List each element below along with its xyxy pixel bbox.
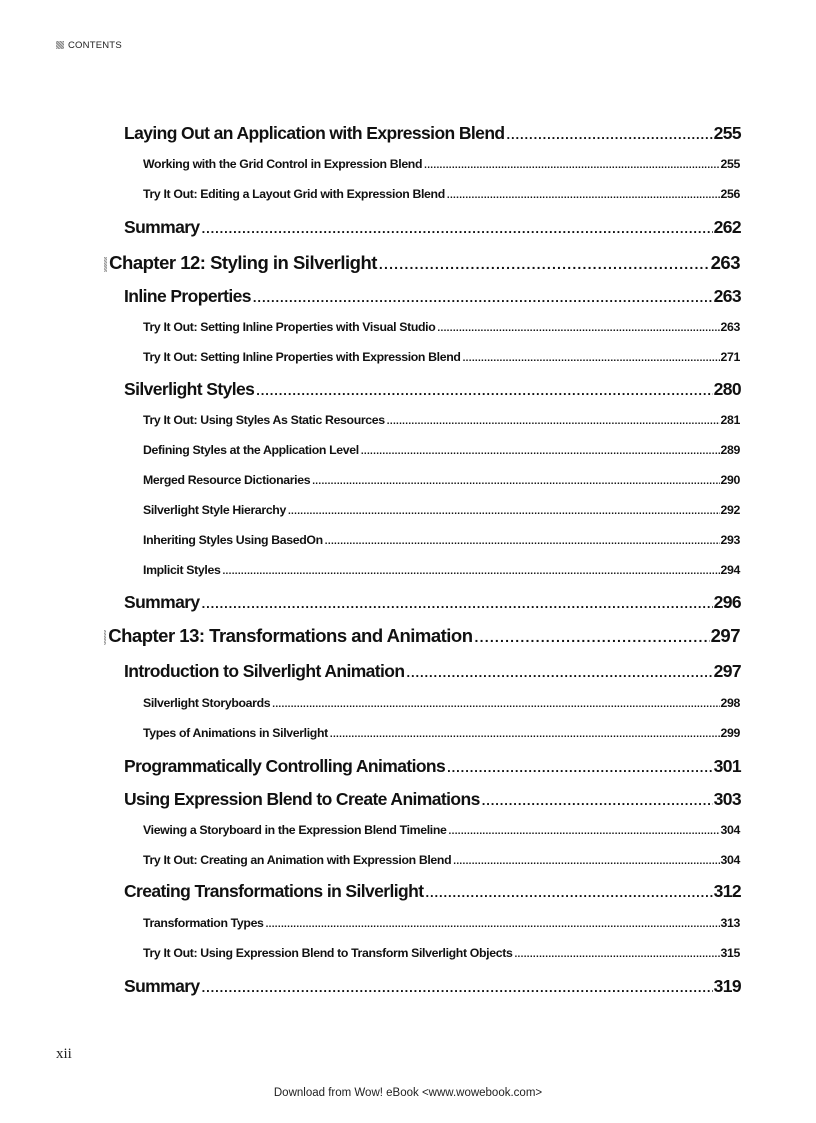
toc-page-number: 303 — [713, 789, 741, 809]
toc-page-number: 263 — [713, 286, 741, 306]
toc-subsection[interactable] — [143, 320, 740, 336]
toc-title: Laying Out an Application with Expression Blend — [124, 123, 505, 143]
dot-leader — [272, 699, 719, 710]
toc-chapter[interactable] — [104, 252, 740, 276]
toc-page-number: 304 — [720, 823, 740, 837]
dot-leader — [202, 221, 713, 236]
dot-leader — [447, 190, 720, 201]
toc-page-number: 296 — [713, 592, 741, 612]
dot-leader — [361, 446, 720, 457]
dot-leader — [325, 536, 720, 547]
toc-subsection[interactable] — [143, 350, 740, 366]
toc-page-number: 319 — [713, 976, 741, 996]
toc-page-number: 298 — [720, 696, 740, 710]
dot-leader — [253, 290, 713, 305]
chapter-marker-icon — [104, 630, 106, 645]
dot-leader — [266, 919, 720, 930]
toc-subsection[interactable] — [143, 563, 740, 579]
toc-page-number: 293 — [720, 533, 740, 547]
toc-title: Types of Animations in Silverlight — [143, 726, 328, 740]
dot-leader — [406, 665, 712, 680]
toc-title: Summary — [124, 217, 200, 237]
toc-title: Transformation Types — [143, 916, 264, 930]
dot-leader — [507, 127, 713, 142]
toc-subsection[interactable] — [143, 533, 740, 549]
dot-leader — [202, 980, 713, 995]
toc-title: Introduction to Silverlight Animation — [124, 661, 405, 681]
toc-title: Inheriting Styles Using BasedOn — [143, 533, 323, 547]
dot-leader — [449, 826, 720, 837]
toc-subsection[interactable] — [143, 503, 740, 519]
page-number: xii — [56, 1046, 72, 1062]
toc-title: Implicit Styles — [143, 563, 221, 577]
toc-page-number: 256 — [720, 187, 740, 201]
toc-title: Try It Out: Using Expression Blend to Transform Silverlight Objects — [143, 946, 513, 960]
toc-title: Summary — [124, 976, 200, 996]
toc-title: Inline Properties — [124, 286, 251, 306]
toc-title: Viewing a Storyboard in the Expression Blend Timeline — [143, 823, 447, 837]
toc-page-number: 290 — [720, 473, 740, 487]
toc-title: Try It Out: Using Styles As Static Resources — [143, 413, 385, 427]
dot-leader — [447, 760, 712, 775]
dot-leader — [312, 476, 719, 487]
toc-title: Try It Out: Setting Inline Properties with Expression Blend — [143, 350, 461, 364]
toc-page-number: 304 — [720, 853, 740, 867]
toc-subsection[interactable] — [143, 157, 740, 173]
toc-page-number: 263 — [710, 252, 740, 273]
dot-leader — [437, 323, 719, 334]
toc-section[interactable] — [124, 789, 741, 811]
toc-page-number: 255 — [720, 157, 740, 171]
toc-title: Silverlight Storyboards — [143, 696, 271, 710]
toc-section[interactable] — [124, 661, 741, 683]
toc-section[interactable] — [124, 881, 741, 903]
dot-leader — [330, 729, 720, 740]
toc-subsection[interactable] — [143, 187, 740, 203]
dot-leader — [424, 160, 719, 171]
toc-page-number: 271 — [720, 350, 740, 364]
toc-title: Try It Out: Setting Inline Properties with Visual Studio — [143, 320, 436, 334]
toc-page-number: 301 — [713, 756, 741, 776]
toc-title: Creating Transformations in Silverlight — [124, 881, 424, 901]
toc-section[interactable] — [124, 379, 741, 401]
toc-page-number: 313 — [720, 916, 740, 930]
toc-page-number: 292 — [720, 503, 740, 517]
dot-leader — [453, 856, 719, 867]
toc-section[interactable] — [124, 756, 741, 778]
toc-subsection[interactable] — [143, 823, 740, 839]
toc-page-number: 312 — [713, 881, 741, 901]
toc-title: Silverlight Style Hierarchy — [143, 503, 286, 517]
toc-title: Using Expression Blend to Create Animations — [124, 789, 480, 809]
toc-chapter[interactable] — [104, 625, 740, 649]
toc-subsection[interactable] — [143, 473, 740, 489]
toc-subsection[interactable] — [143, 946, 740, 962]
chapter-marker-icon — [104, 257, 107, 272]
dot-leader — [463, 353, 720, 364]
download-footer: Download from Wow! eBook <www.wowebook.com> — [273, 1087, 543, 1099]
toc-section[interactable] — [124, 286, 741, 308]
toc-page-number: 280 — [713, 379, 741, 399]
dot-leader — [222, 566, 719, 577]
toc-subsection[interactable] — [143, 853, 740, 869]
toc-title: Working with the Grid Control in Expression Blend — [143, 157, 423, 171]
toc-page-number: 294 — [720, 563, 740, 577]
toc-title: Try It Out: Creating an Animation with Expression Blend — [143, 853, 452, 867]
dot-leader — [475, 629, 710, 645]
toc-title: Chapter 13: Transformations and Animation — [108, 625, 473, 646]
toc-subsection[interactable] — [143, 696, 740, 712]
toc-title: Defining Styles at the Application Level — [143, 443, 359, 457]
toc-section[interactable] — [124, 217, 741, 239]
toc-page-number: 263 — [720, 320, 740, 334]
toc-page-number: 315 — [720, 946, 740, 960]
toc-title: Summary — [124, 592, 200, 612]
dot-leader — [256, 383, 712, 398]
running-head-label: CONTENTS — [68, 39, 122, 51]
toc-page-number: 299 — [720, 726, 740, 740]
toc-title: Merged Resource Dictionaries — [143, 473, 311, 487]
dot-leader — [425, 885, 712, 900]
toc-page-number: 297 — [710, 625, 740, 646]
toc-subsection[interactable] — [143, 443, 740, 459]
toc-page-number: 289 — [720, 443, 740, 457]
toc-page-number: 262 — [713, 217, 741, 237]
toc-section[interactable] — [124, 976, 741, 998]
dot-leader — [202, 596, 713, 611]
toc-subsection[interactable] — [143, 726, 740, 742]
toc-title: Programmatically Controlling Animations — [124, 756, 446, 776]
toc-section[interactable] — [124, 592, 741, 614]
toc-page-number: 297 — [713, 661, 741, 681]
toc-title: Try It Out: Editing a Layout Grid with Expression Blend — [143, 187, 445, 201]
toc-section[interactable] — [124, 123, 741, 145]
dot-leader — [379, 256, 710, 272]
toc-title: Silverlight Styles — [124, 379, 255, 399]
toc-title: Chapter 12: Styling in Silverlight — [109, 252, 377, 273]
dot-leader — [514, 949, 719, 960]
dot-leader — [482, 793, 713, 808]
dot-leader — [288, 506, 720, 517]
toc-subsection[interactable] — [143, 916, 740, 932]
toc-page-number: 255 — [713, 123, 741, 143]
toc-page-number: 281 — [720, 413, 740, 427]
dot-leader — [387, 416, 720, 427]
toc-subsection[interactable] — [143, 413, 740, 429]
